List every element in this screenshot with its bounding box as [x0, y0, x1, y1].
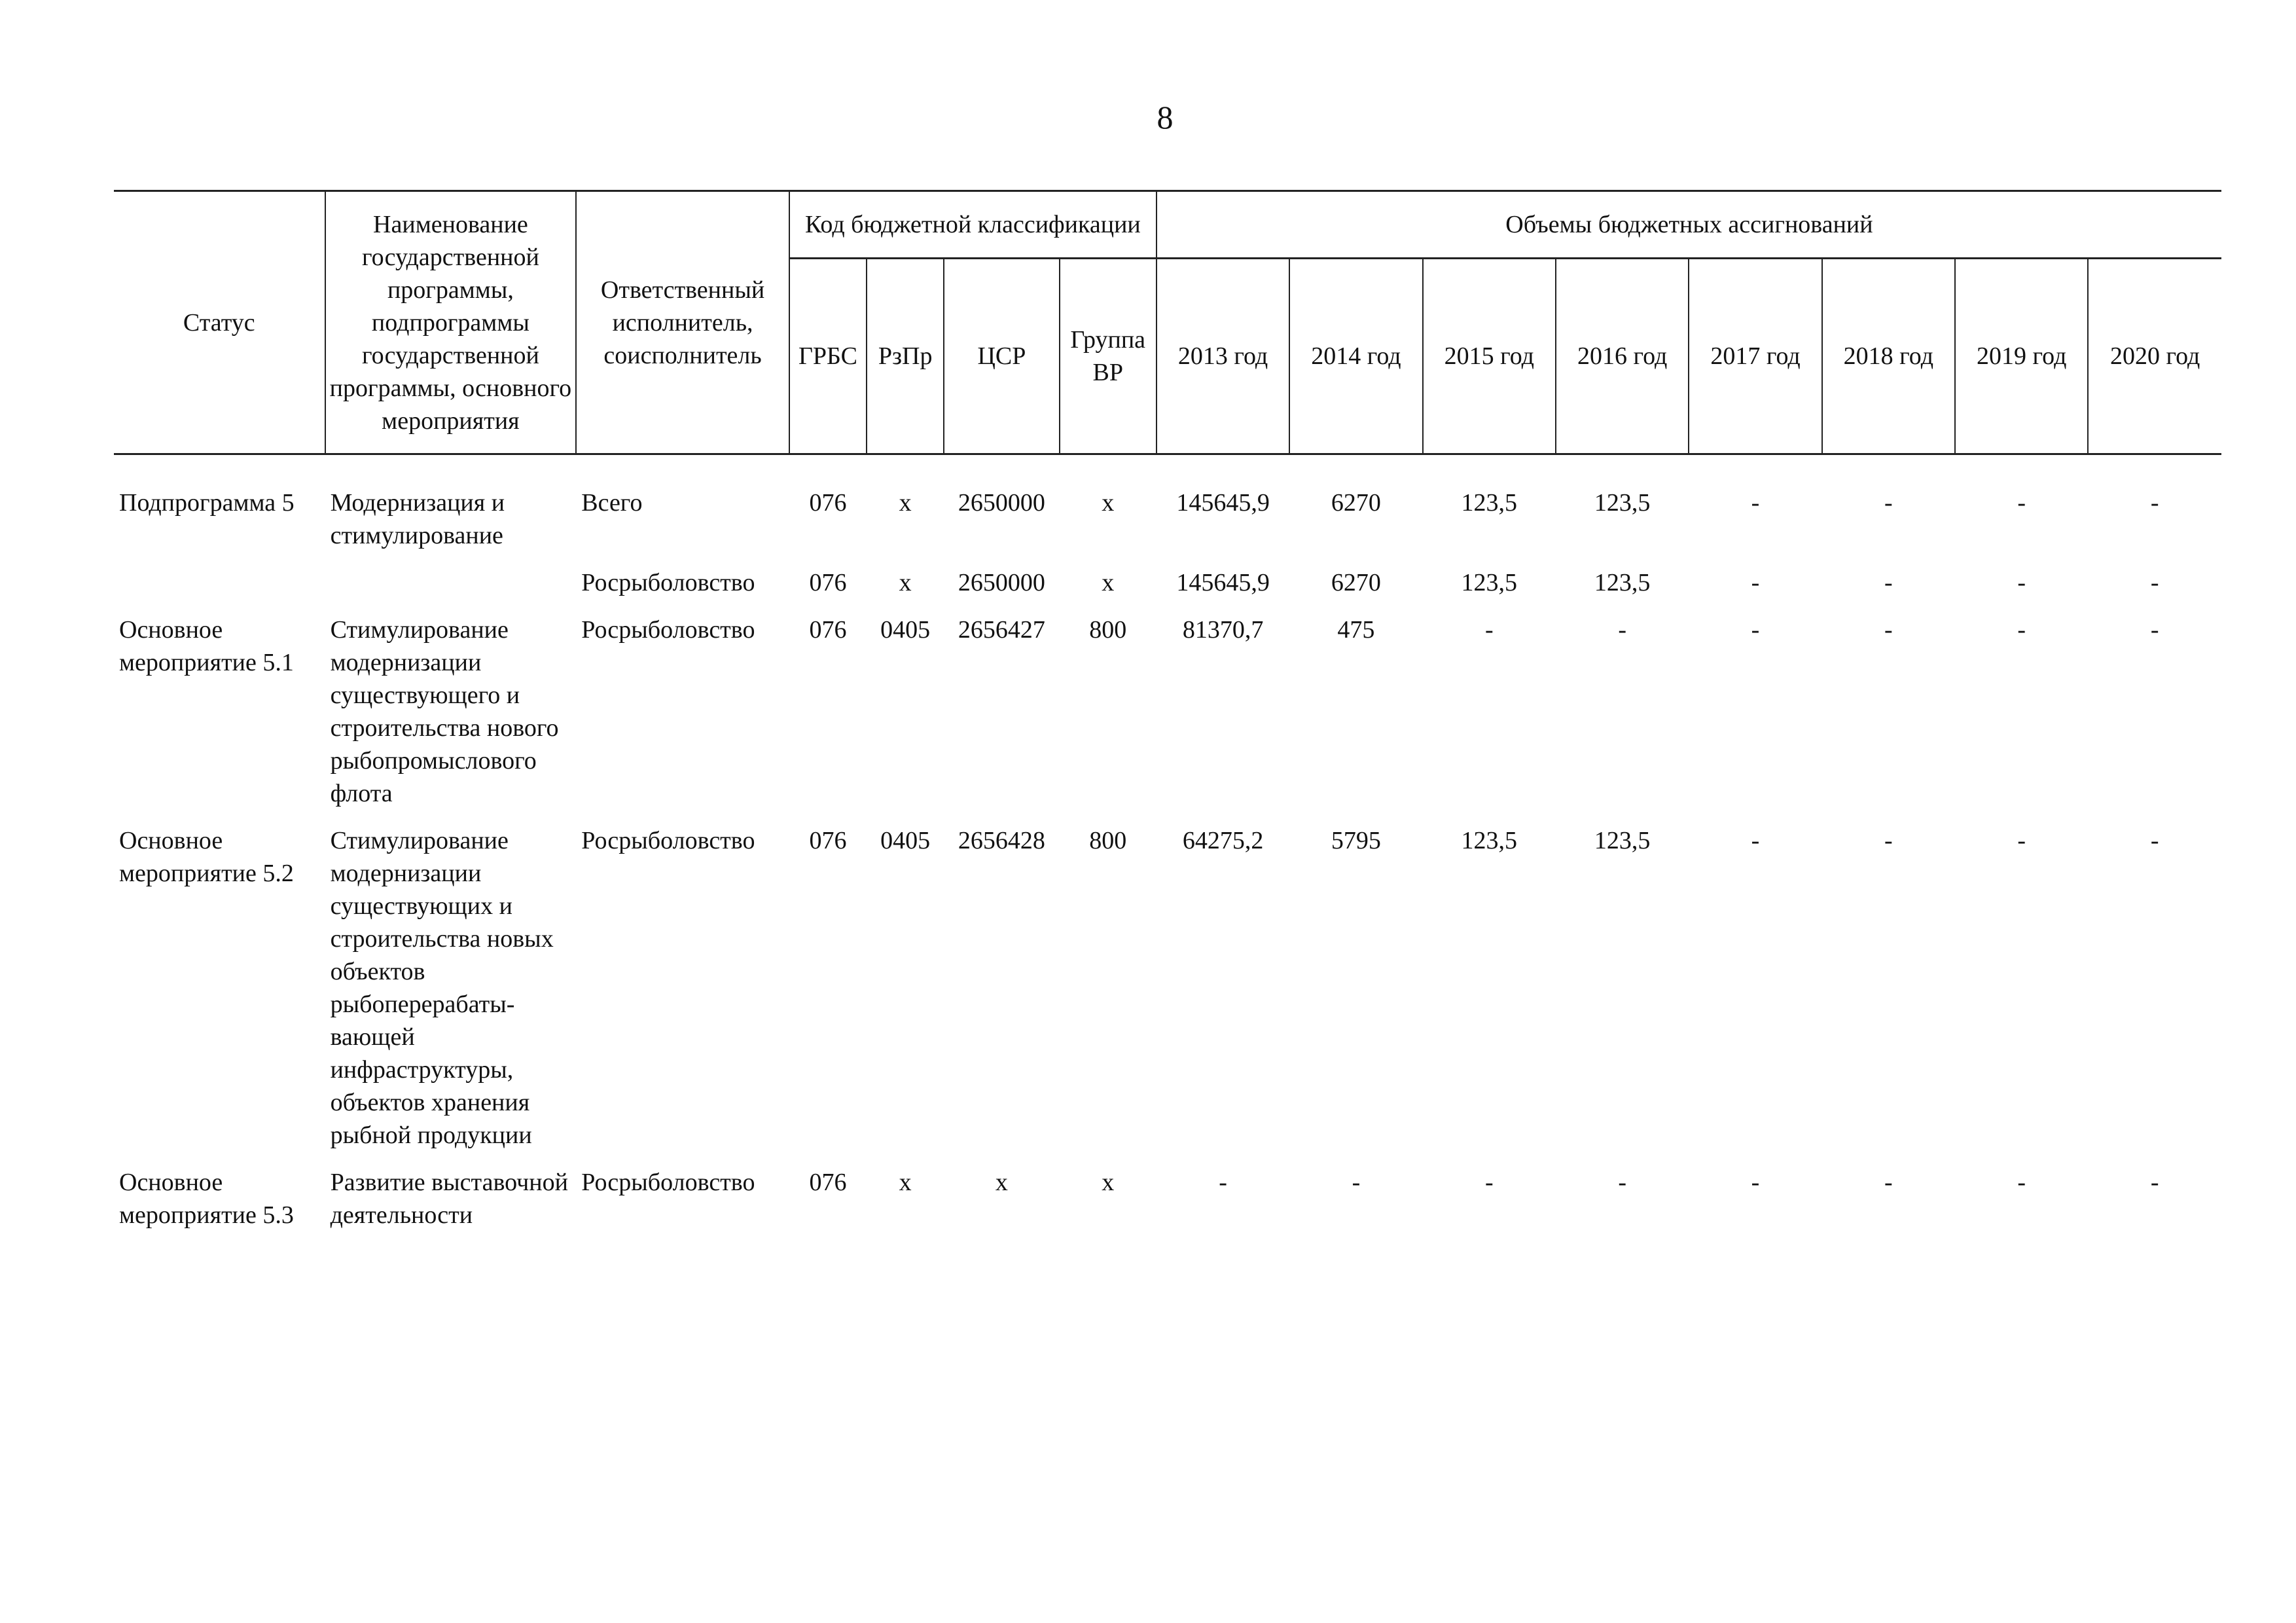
- header-csr: ЦСР: [944, 259, 1059, 454]
- row-value: -: [2017, 569, 2026, 596]
- row-value: -: [2150, 827, 2159, 854]
- row-value: 5795: [1331, 827, 1381, 854]
- row-csr: 2650000: [958, 489, 1045, 517]
- row-grbs: 076: [809, 827, 847, 854]
- header-year: 2017 год: [1689, 259, 1821, 454]
- row-vr: 800: [1089, 616, 1127, 644]
- row-grbs: 076: [809, 489, 847, 517]
- row-executor: Росрыболовство: [581, 827, 755, 854]
- row-value: -: [2017, 616, 2026, 644]
- row-executor: Всего: [581, 489, 643, 517]
- row-value: 145645,9: [1176, 569, 1270, 596]
- row-value: 6270: [1331, 489, 1381, 517]
- row-value: -: [2150, 1169, 2159, 1196]
- row-value: 123,5: [1461, 489, 1518, 517]
- header-volumes: Объемы бюджетных ассигнований: [1157, 191, 2221, 259]
- header-year: 2013 год: [1157, 259, 1289, 454]
- row-value: -: [1884, 827, 1893, 854]
- row-status: Основное мероприятие 5.2: [119, 827, 294, 887]
- row-name: Стимулирование модернизации существующего и строительства нового рыбопромыслового флота: [330, 616, 559, 807]
- table-row: [114, 486, 2221, 552]
- row-rzpr: х: [899, 489, 912, 517]
- row-grbs: 076: [809, 1169, 847, 1196]
- row-csr: 2656427: [958, 616, 1045, 644]
- row-name: Стимулирование модернизации существующих и строительства новых объектов рыбоперерабаты-вающей инфраструктуры, объектов хранения рыбной продукции: [330, 827, 554, 1149]
- row-value: 123,5: [1594, 827, 1651, 854]
- row-rzpr: х: [899, 569, 912, 596]
- row-value: -: [1884, 1169, 1893, 1196]
- row-csr: х: [995, 1169, 1008, 1196]
- row-grbs: 076: [809, 616, 847, 644]
- header-year: 2014 год: [1289, 259, 1422, 454]
- row-name: Развитие выставочной деятельности: [330, 1169, 568, 1229]
- row-value: -: [2150, 569, 2159, 596]
- header-status: Статус: [114, 191, 325, 454]
- row-value: 123,5: [1594, 569, 1651, 596]
- table-row: [114, 810, 2221, 1152]
- row-value: -: [1751, 827, 1760, 854]
- row-value: 6270: [1331, 569, 1381, 596]
- header-vr: Группа ВР: [1060, 259, 1157, 454]
- row-vr: х: [1102, 1169, 1115, 1196]
- row-executor: Росрыболовство: [581, 616, 755, 644]
- header-grbs: ГРБС: [789, 259, 867, 454]
- row-value: -: [1884, 489, 1893, 517]
- row-status: Подпрограмма 5: [119, 489, 295, 517]
- row-value: -: [1884, 616, 1893, 644]
- row-value: 475: [1337, 616, 1375, 644]
- row-name: Модернизация и стимулирование: [330, 489, 505, 549]
- header-year: 2019 год: [1955, 259, 2088, 454]
- row-value: 145645,9: [1176, 489, 1270, 517]
- header-name: Наименование государственной программы, подпрограммы государственной программы, основного мероприятия: [325, 191, 577, 454]
- header-executor: Ответственный исполнитель, соисполнитель: [576, 191, 789, 454]
- row-value: -: [2017, 489, 2026, 517]
- row-value: -: [1751, 569, 1760, 596]
- row-value: -: [1219, 1169, 1227, 1196]
- row-csr: 2656428: [958, 827, 1045, 854]
- row-value: 123,5: [1461, 827, 1518, 854]
- table-row: [114, 552, 2221, 599]
- row-value: 64275,2: [1182, 827, 1264, 854]
- row-status: [114, 552, 325, 599]
- row-executor: Росрыболовство: [581, 1169, 755, 1196]
- row-value: -: [1751, 1169, 1760, 1196]
- row-status: Основное мероприятие 5.3: [119, 1169, 294, 1229]
- row-value: -: [1751, 489, 1760, 517]
- row-vr: х: [1102, 489, 1115, 517]
- row-value: 81370,7: [1182, 616, 1264, 644]
- header-year: 2018 год: [1822, 259, 1955, 454]
- row-value: -: [1884, 569, 1893, 596]
- header-rzpr: РзПр: [867, 259, 944, 454]
- row-value: 123,5: [1594, 489, 1651, 517]
- row-value: -: [1484, 616, 1494, 644]
- row-grbs: 076: [809, 569, 847, 596]
- row-value: -: [2150, 616, 2159, 644]
- table-row: [114, 1152, 2221, 1231]
- row-rzpr: х: [899, 1169, 912, 1196]
- budget-table: [114, 190, 2221, 1231]
- header-budget-code: Код бюджетной классификации: [789, 191, 1157, 259]
- row-vr: х: [1102, 569, 1115, 596]
- row-value: -: [1618, 616, 1626, 644]
- row-value: -: [1618, 1169, 1626, 1196]
- row-vr: 800: [1089, 827, 1127, 854]
- row-csr: 2650000: [958, 569, 1045, 596]
- header-year: 2015 год: [1423, 259, 1556, 454]
- row-executor: Росрыболовство: [581, 569, 755, 596]
- row-value: -: [1352, 1169, 1361, 1196]
- row-value: -: [2150, 489, 2159, 517]
- table-row: [114, 599, 2221, 810]
- row-value: -: [2017, 1169, 2026, 1196]
- header-year: 2020 год: [2088, 259, 2221, 454]
- header-year: 2016 год: [1556, 259, 1689, 454]
- row-value: 123,5: [1461, 569, 1518, 596]
- row-rzpr: 0405: [880, 827, 931, 854]
- row-value: -: [1484, 1169, 1494, 1196]
- row-rzpr: 0405: [880, 616, 931, 644]
- row-value: -: [2017, 827, 2026, 854]
- row-status: Основное мероприятие 5.1: [119, 616, 294, 676]
- row-value: -: [1751, 616, 1760, 644]
- page-number: 8: [1157, 99, 1174, 136]
- row-name: [325, 552, 577, 599]
